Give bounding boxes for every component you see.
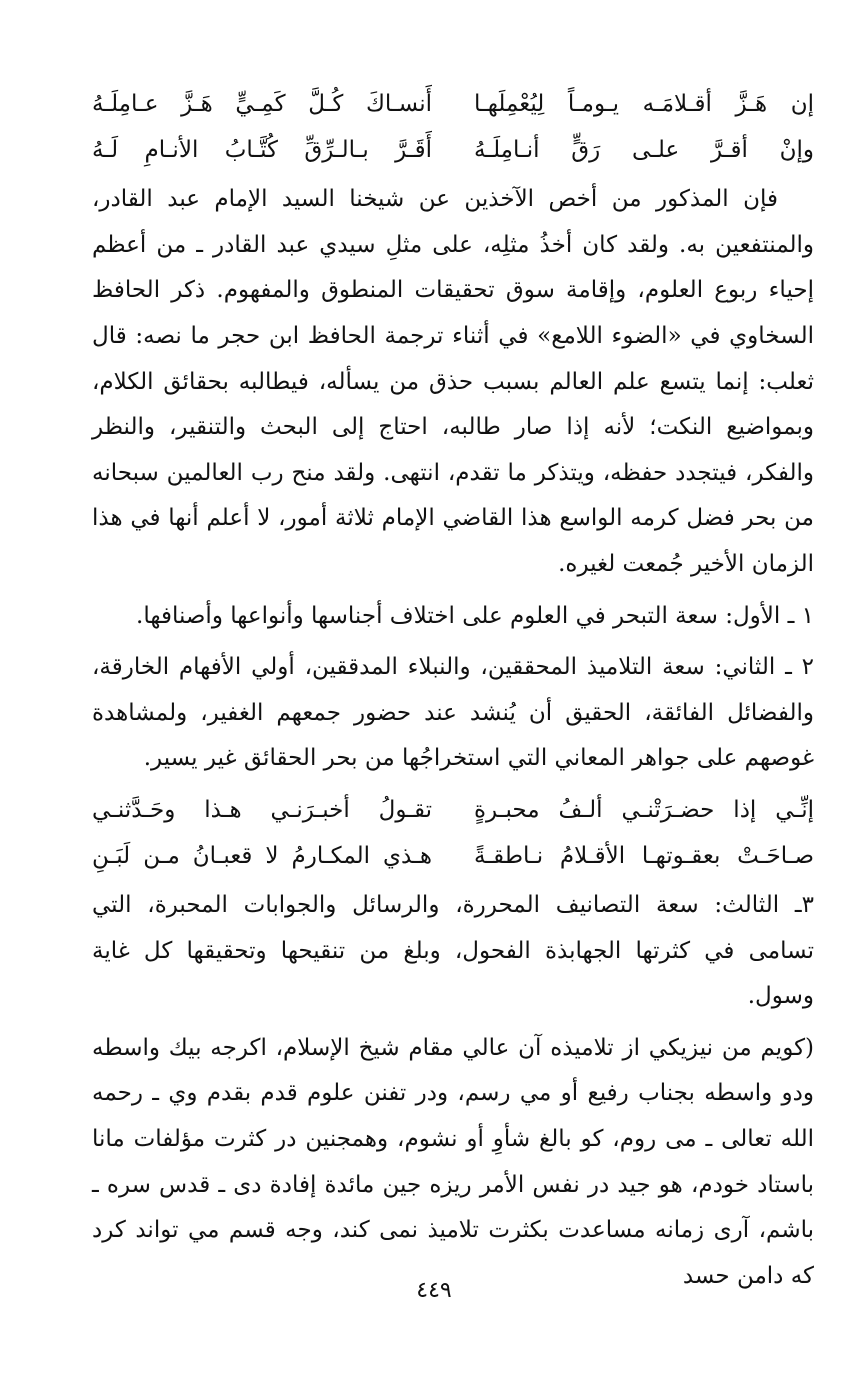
verse-hemistich-second: أَقَـرَّ بـالـرِّقِّ كُتَّـابُ الأنـامِ لَـهُ [92,136,432,163]
verse-line [92,788,814,834]
page-number: ٤٤٩ [416,1278,452,1303]
page-body [92,82,814,1305]
paragraph-main: فإن المذكور من أخص الآخذين عن شيخنا السيد الإمام عبد القادر، والمنتفعين به. ولقد كان أخذُ مثلِه، على مثلِ سيدي عبد القادر ـ من أعظم إحياء ربوع العلوم، وإقامة سوق تحقيقات المنطوق والمفهوم. ذكر الحافظ السخاوي في «الضوء اللامع» في أثناء ترجمة الحافظ ابن حجر ما نصه: قال ثعلب: إنما يتسع علم العالم بسبب حذق من يسأله، فيطالبه بحقائق الكلام، وبمواضيع النكت؛ لأنه إذا صار طالبه، احتاج إلى البحث والتنقير، والنظر والفكر، فيتجدد حفظه، ويتذكر ما تقدم، انتهى. ولقد منح رب العالمين سبحانه من بحر فضل كرمه الواسع هذا القاضي الإمام ثلاثة أمور، لا أعلم أنها في هذا الزمان الأخير جُمعت لغيره. [92,186,814,577]
verse-hemistich-first: إنِّـي إذا حضـرَتْنـي ألـفُ محبـرةٍ [474,796,814,823]
paragraph-persian: (كويم من نيزيكي از تلاميذه آن عالي مقام شيخ الإسلام، اكرجه بيك واسطه ودو واسطه بجناب رفيع أو مي رسم، ودر تفنن علوم قدم بقدم وي ـ رحمه الله تعالى ـ مى روم، كو بالغ شأوِ أو نشوم، وهمجنين در كثرت مؤلفات مانا باستاد خودم، هو جيد در نفس الأمر ريزه جين مائدة إفادة دى ـ قدس سره ـ باشم، آرى زمانه مساعدت بكثرت تلاميذ نمى كند، وجه قسم مي تواند كرد كه دامن حسد [92,1034,814,1289]
list-item-second: ٢ ـ الثاني: سعة التلاميذ المحققين، والنبلاء المدققين، أولي الأفهام الخارقة، والفضائل الفائقة، الحقيق أن يُنشد عند حضور جمعهم الغفير، ولمشاهدة غوصهم على جواهر المعاني التي استخراجُها من بحر الحقائق غير يسير. [92,654,814,772]
verse-line [92,128,814,174]
verse-hemistich-first: وإنْ أقـرَّ علـى رَقٍّ أنـامِلَـهُ [474,136,814,163]
verse-hemistich-second: هـذي المكـارمُ لا قعبـانُ مـن لَبَـنِ [92,842,432,869]
verse-hemistich-first: صـاحَـتْ بعقـوتهـا الأقـلامُ نـاطقـةً [474,842,814,869]
list-item-third: ٣ـ الثالث: سعة التصانيف المحررة، والرسائل والجوابات المحبرة، التي تسامى في كثرتها الجهابذة الفحول، وبلغ من تنقيحها وتحقيقها كل غاية وسول. [92,892,814,1010]
verse-hemistich-second: أَنسـاكَ كُـلَّ كَمِـيٍّ هَـزَّ عـامِلَـهُ [92,91,432,117]
verse-hemistich-second: تقـولُ أخبـرَنـي هـذا وحَـدَّثنـي [92,796,432,823]
verse-line [92,82,814,128]
verse-line [92,834,814,880]
verse-block-2 [92,788,814,879]
verse-hemistich-first: إن هَـزَّ أقـلامَـه يـومـاً لِيُعْمِلَهـا [474,91,814,117]
verse-block-1 [92,82,814,173]
list-item-first: ١ ـ الأول: سعة التبحر في العلوم على اختلاف أجناسها وأنواعها وأصنافها. [136,602,814,629]
